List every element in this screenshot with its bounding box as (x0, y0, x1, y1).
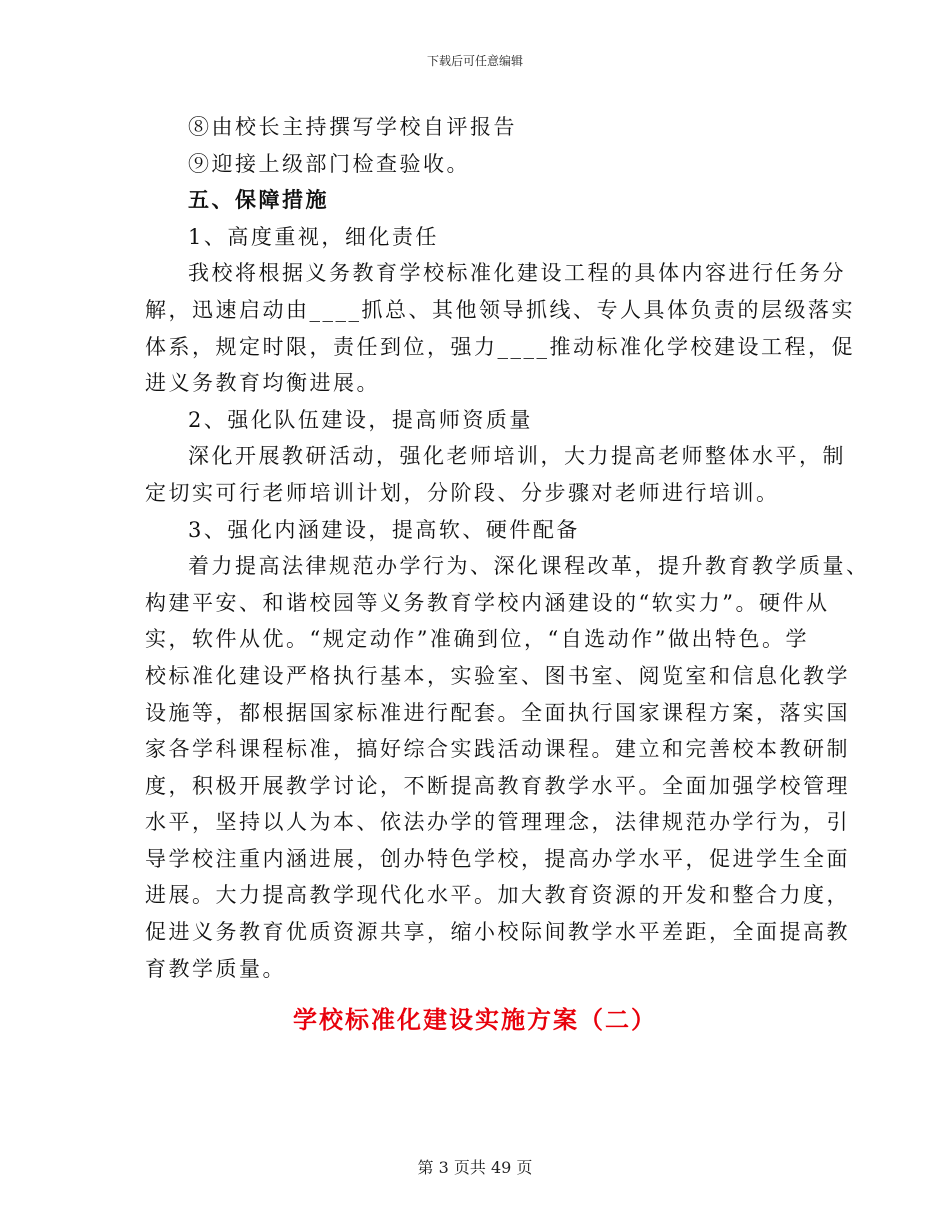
paragraph-line: 我校将根据义务教育学校标准化建设工程的具体内容进行任务分 (188, 261, 846, 286)
paragraph-line: 度，积极开展教学讨论，不断提高教育教学水平。全面加强学校管理 (145, 773, 850, 798)
section-heading: 五、保障措施 (188, 187, 329, 213)
paragraph-line: 着力提高法律规范办学行为、深化课程改革，提升教育教学质量、 (188, 554, 870, 579)
paragraph-line: 进展。大力提高教学现代化水平。加大教育资源的开发和整合力度， (145, 883, 850, 908)
paragraph-line: 实，软件从优。“规定动作”准确到位，“自选动作”做出特色。学 (145, 627, 809, 652)
list-item-8: ⑧由校长主持撰写学校自评报告 (188, 115, 517, 139)
paragraph-line: 水平，坚持以人为本、依法办学的管理理念，法律规范办学行为，引 (145, 810, 850, 835)
list-item-9: ⑨迎接上级部门检查验收。 (188, 151, 470, 176)
paragraph-line: 构建平安、和谐校园等义务教育学校内涵建设的“软实力”。硬件从 (145, 590, 830, 615)
subheading-3: 3、强化内涵建设，提高软、硬件配备 (188, 517, 580, 542)
page-header-note: 下载后可任意编辑 (426, 54, 523, 68)
subheading-2: 2、强化队伍建设，提高师资质量 (188, 407, 533, 432)
paragraph-line: 体系，规定时限，责任到位，强力____推动标准化学校建设工程，促 (145, 334, 855, 359)
paragraph-line: 校标准化建设严格执行基本，实验室、图书室、阅览室和信息化教学 (145, 663, 850, 688)
paragraph-line: 设施等，都根据国家标准进行配套。全面执行国家课程方案，落实国 (145, 700, 850, 725)
document-body (145, 109, 870, 987)
paragraph-line: 解，迅速启动由____抓总、其他领导抓线、专人具体负责的层级落实 (145, 297, 855, 322)
subheading-1: 1、高度重视，细化责任 (188, 224, 439, 249)
paragraph-line: 定切实可行老师培训计划，分阶段、分步骤对老师进行培训。 (145, 480, 780, 505)
paragraph-line: 导学校注重内涵进展，创办特色学校，提高办学水平，促进学生全面 (145, 846, 850, 871)
next-document-title: 学校标准化建设实施方案（二） (293, 1005, 657, 1034)
paragraph-line: 促进义务教育优质资源共享，缩小校际间教学水平差距，全面提高教 (145, 920, 850, 945)
paragraph-line: 家各学科课程标准，搞好综合实践活动课程。建立和完善校本教研制 (145, 737, 850, 762)
paragraph-line: 进义务教育均衡进展。 (145, 371, 380, 396)
paragraph-line: 深化开展教研活动，强化老师培训，大力提高老师整体水平，制 (188, 444, 846, 469)
paragraph-line: 育教学质量。 (145, 956, 286, 981)
page-number-footer: 第 3 页共 49 页 (417, 1158, 533, 1177)
